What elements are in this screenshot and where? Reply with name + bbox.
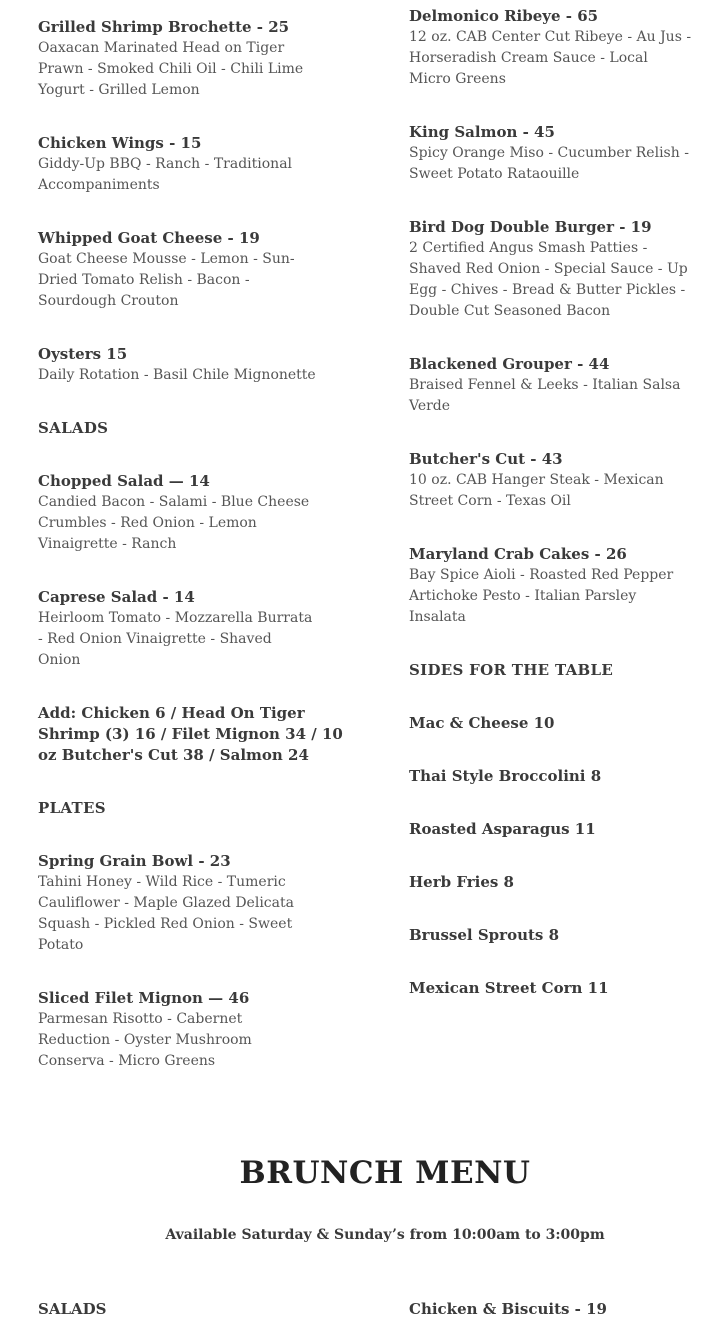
item-title: King Salmon - 45 xyxy=(409,123,555,141)
brunch-availability: Available Saturday & Sunday’s from 10:00am to 3:00pm xyxy=(165,1227,605,1243)
brunch-section-heading-salads: SALADS xyxy=(38,1300,107,1318)
item-title: Delmonico Ribeye - 65 xyxy=(409,7,599,25)
side-item: Roasted Asparagus 11 xyxy=(409,820,596,838)
menu-item xyxy=(409,354,694,417)
item-title: Spring Grain Bowl - 23 xyxy=(38,852,231,870)
item-description: Braised Fennel & Leeks - Italian Salsa Verde xyxy=(409,377,681,414)
menu-item xyxy=(38,851,368,956)
item-description: 12 oz. CAB Center Cut Ribeye - Au Jus - Horseradish Cream Sauce - Local Micro Greens xyxy=(409,29,692,87)
side-item: Thai Style Broccolini 8 xyxy=(409,767,602,785)
menu-item xyxy=(409,217,694,322)
menu-item xyxy=(38,988,368,1072)
item-title: Caprese Salad - 14 xyxy=(38,588,195,606)
item-description: Daily Rotation - Basil Chile Mignonette xyxy=(38,367,316,383)
item-title: Bird Dog Double Burger - 19 xyxy=(409,218,652,236)
item-title: Maryland Crab Cakes - 26 xyxy=(409,545,627,563)
item-title: Whipped Goat Cheese - 19 xyxy=(38,229,260,247)
right-column xyxy=(409,6,694,1031)
item-description: Giddy-Up BBQ - Ranch - Traditional Accompaniments xyxy=(38,156,293,193)
item-description: 10 oz. CAB Hanger Steak - Mexican Street Corn - Texas Oil xyxy=(409,472,664,509)
menu-item xyxy=(38,228,368,312)
brunch-item-title: Chicken & Biscuits - 19 xyxy=(409,1300,607,1318)
item-title: Chopped Salad — 14 xyxy=(38,472,210,490)
item-title: Grilled Shrimp Brochette - 25 xyxy=(38,18,290,36)
menu-item xyxy=(38,344,368,386)
salad-addons: Add: Chicken 6 / Head On Tiger Shrimp (3) 16 / Filet Mignon 34 / 10 oz Butcher's Cut 38 / Salmon 24 xyxy=(38,704,343,764)
left-column xyxy=(38,17,368,1104)
side-item: Brussel Sprouts 8 xyxy=(409,926,560,944)
item-description: Spicy Orange Miso - Cucumber Relish - Sweet Potato Rataouille xyxy=(409,145,689,182)
item-description: Candied Bacon - Salami - Blue Cheese Crumbles - Red Onion - Lemon Vinaigrette - Ranch xyxy=(38,494,310,552)
section-heading-salads: SALADS xyxy=(38,419,109,437)
menu-item xyxy=(409,544,694,628)
item-description: Parmesan Risotto - Cabernet Reduction - Oyster Mushroom Conserva - Micro Greens xyxy=(38,1011,252,1069)
item-description: Heirloom Tomato - Mozzarella Burrata - Red Onion Vinaigrette - Shaved Onion xyxy=(38,610,313,668)
menu-item xyxy=(38,471,368,555)
item-description: Oaxacan Marinated Head on Tiger Prawn - Smoked Chili Oil - Chili Lime Yogurt - Grilled Lemon xyxy=(38,40,304,98)
item-title: Blackened Grouper - 44 xyxy=(409,355,610,373)
section-heading-plates: PLATES xyxy=(38,799,106,817)
item-title: Oysters 15 xyxy=(38,345,128,363)
item-description: Bay Spice Aioli - Roasted Red Pepper Artichoke Pesto - Italian Parsley Insalata xyxy=(409,567,674,625)
menu-item xyxy=(409,122,694,185)
menu-item xyxy=(409,449,694,512)
menu-item xyxy=(38,17,368,101)
item-title: Butcher's Cut - 43 xyxy=(409,450,563,468)
item-title: Sliced Filet Mignon — 46 xyxy=(38,989,250,1007)
item-description: Tahini Honey - Wild Rice - Tumeric Cauliflower - Maple Glazed Delicata Squash - Pickled Red Onion - Sweet Potato xyxy=(38,874,294,953)
menu-item xyxy=(409,6,694,90)
menu-item xyxy=(38,587,368,671)
item-title: Chicken Wings - 15 xyxy=(38,134,202,152)
section-heading-sides: SIDES FOR THE TABLE xyxy=(409,661,614,679)
menu-item xyxy=(38,133,368,196)
item-description: 2 Certified Angus Smash Patties - Shaved Red Onion - Special Sauce - Up Egg - Chives - Bread & Butter Pickles - Double Cut Seasoned Bacon xyxy=(409,240,688,319)
brunch-menu-title: BRUNCH MENU xyxy=(239,1155,531,1191)
item-description: Goat Cheese Mousse - Lemon - Sun-Dried Tomato Relish - Bacon - Sourdough Crouton xyxy=(38,251,295,309)
side-item: Mac & Cheese 10 xyxy=(409,714,555,732)
side-item: Herb Fries 8 xyxy=(409,873,514,891)
side-item: Mexican Street Corn 11 xyxy=(409,979,609,997)
